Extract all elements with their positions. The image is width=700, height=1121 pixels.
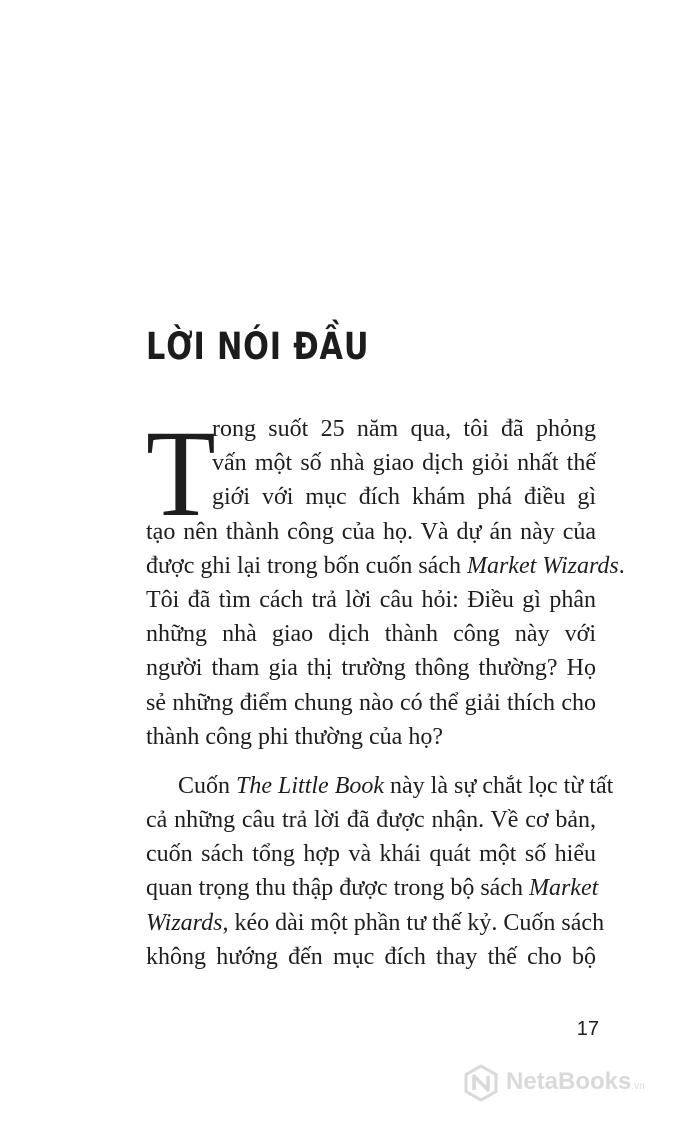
- text-line: không hướng đến mục đích thay thế cho bộ: [146, 943, 596, 970]
- watermark-suffix: .vn: [631, 1081, 645, 1092]
- text-line: những nhà giao dịch thành công này với: [146, 621, 596, 648]
- book-title-italic: Market Wizards: [466, 552, 619, 579]
- watermark-brand: [506, 1068, 645, 1096]
- chapter-title: LỜI NÓI ĐẦU: [146, 325, 370, 368]
- text-line: rong suốt 25 năm qua, tôi đã phỏng: [212, 416, 596, 442]
- text-line: người tham gia thị trường thông thường? Họ: [146, 655, 596, 682]
- text-line: [146, 769, 614, 803]
- text-line: giới với mục đích khám phá điều gì: [212, 484, 596, 511]
- text-line: cả những câu trả lời đã được nhận. Về cơ bản,: [146, 807, 596, 834]
- book-title-italic: Wizards: [146, 909, 223, 936]
- text-segment: , kéo dài một phần tư thế kỷ. Cuốn sách: [222, 909, 605, 936]
- paragraph-1: [146, 405, 625, 754]
- text-line: cuốn sách tổng hợp và khái quát một số hiểu: [146, 841, 596, 868]
- page-number: 17: [576, 1018, 599, 1040]
- text-segment: .: [618, 552, 625, 579]
- netabooks-logo-icon: [462, 1064, 500, 1102]
- text-line: vấn một số nhà giao dịch giỏi nhất thế: [212, 450, 596, 477]
- paragraph-2: [146, 769, 614, 974]
- text-line: [146, 906, 605, 940]
- body-text: [146, 405, 625, 974]
- book-title-italic: The Little Book: [236, 772, 384, 799]
- text-line: tạo nên thành công của họ. Và dự án này của: [146, 518, 596, 545]
- watermark: [462, 1062, 672, 1106]
- text-line: thành công phi thường của họ?: [146, 723, 443, 750]
- book-title-italic: Market: [528, 875, 599, 902]
- paragraph-gap: [146, 754, 596, 769]
- text-segment: quan trọng thu thập được trong bộ sách: [146, 875, 529, 902]
- text-segment: được ghi lại trong bốn cuốn sách: [146, 552, 467, 579]
- text-line: [146, 871, 599, 905]
- text-line: sẻ những điểm chung nào có thể giải thích cho: [146, 689, 596, 716]
- watermark-brand-name: NetaBooks: [506, 1068, 632, 1095]
- text-line: [146, 549, 625, 583]
- text-line: Tôi đã tìm cách trả lời câu hỏi: Điều gì phân: [146, 586, 596, 613]
- text-segment: Cuốn: [178, 772, 237, 799]
- drop-cap: T: [146, 405, 216, 542]
- text-segment: này là sự chắt lọc từ tất: [384, 772, 614, 799]
